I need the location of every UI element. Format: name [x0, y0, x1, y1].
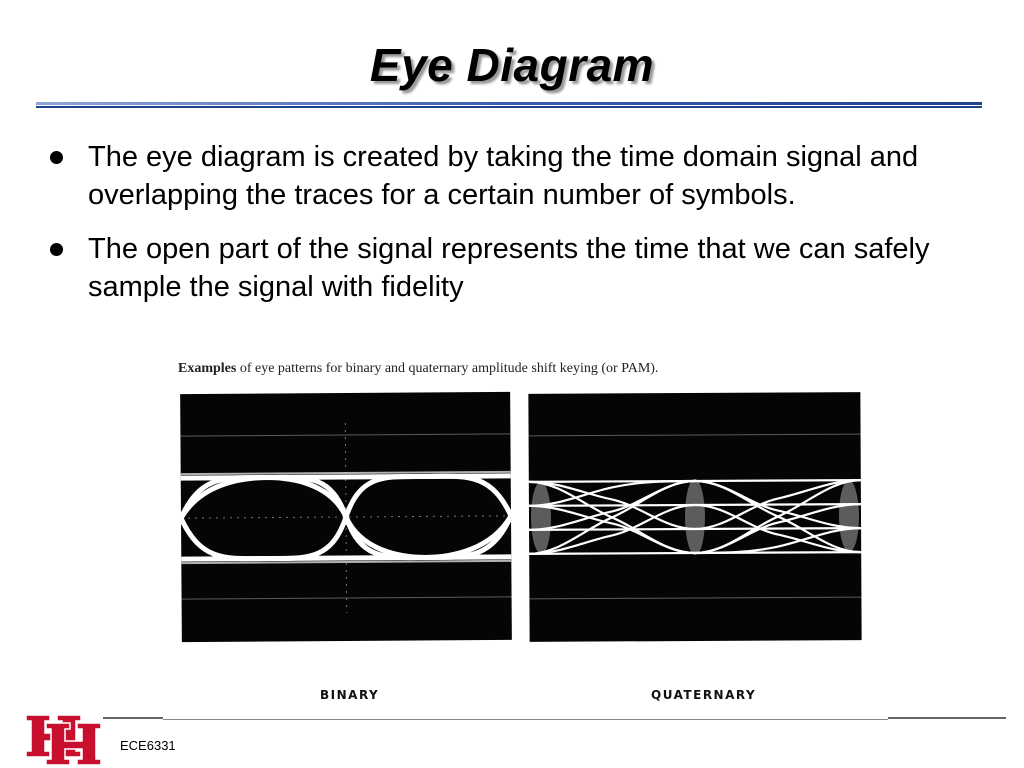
binary-eye-trace	[180, 392, 512, 642]
figure-caption	[178, 361, 658, 377]
bullet-text: The eye diagram is created by taking the time domain signal and overlapping the traces for a certain number of symbols.	[88, 141, 919, 211]
bullet-text: The open part of the signal represents the time that we can safely sample the signal with fidelity	[88, 233, 930, 303]
uh-logo-icon	[24, 713, 104, 768]
eye-pattern-figure	[160, 355, 872, 710]
quaternary-eye-trace	[528, 392, 861, 642]
binary-label: BINARY	[320, 688, 380, 702]
bullet-dot-icon	[50, 151, 63, 164]
caption-text: of eye patterns for binary and quaternary amplitude shift keying (or PAM).	[236, 361, 659, 376]
title-underline	[36, 102, 982, 108]
footer-divider-right	[888, 717, 1006, 719]
quaternary-label: QUATERNARY	[651, 688, 757, 702]
slide-title: Eye Diagram	[369, 39, 655, 91]
footer-divider-left	[103, 717, 163, 719]
quaternary-eye-panel	[528, 392, 861, 642]
caption-bold: Examples	[178, 361, 237, 376]
footer-divider	[163, 719, 888, 720]
bullet-item	[50, 230, 950, 306]
bullet-item	[50, 138, 950, 214]
footer-course-code: ECE6331	[120, 738, 176, 753]
binary-eye-panel	[180, 392, 512, 642]
bullet-list	[50, 138, 950, 322]
bullet-dot-icon	[50, 243, 63, 256]
